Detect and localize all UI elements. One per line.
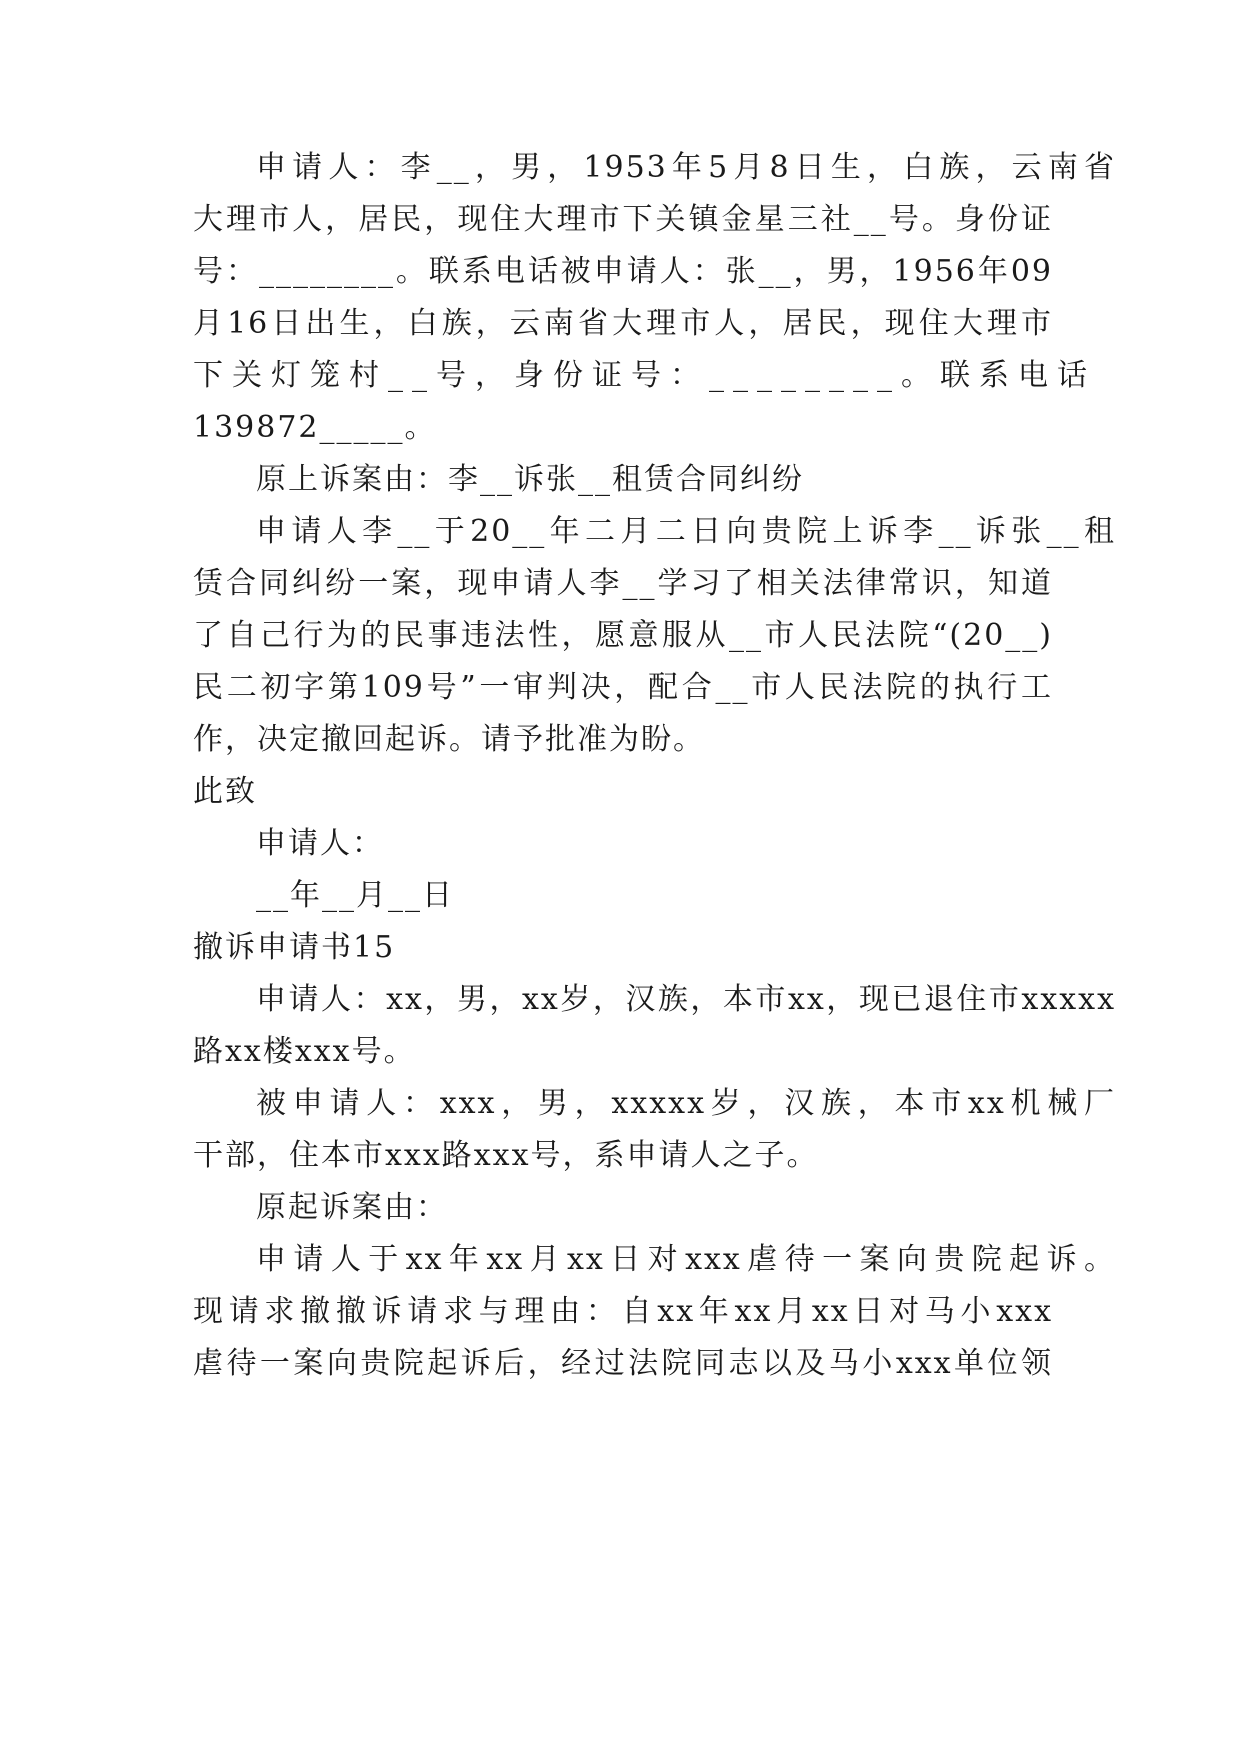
paragraph-line: 申请人李__于20__年二月二日向贵院上诉李__诉张__租: [256, 514, 1116, 549]
paragraph-line: 申请人于xx年xx月xx日对xxx虐待一案向贵院起诉。: [256, 1242, 1116, 1277]
paragraph-line: 下关灯笼村__号，身份证号：________。联系电话: [193, 358, 1096, 393]
paragraph-line: 现请求撤撤诉请求与理由：自xx年xx月xx日对马小xxx: [193, 1294, 1053, 1329]
section-heading: 撤诉申请书15: [193, 930, 396, 965]
closing-salutation: 此致: [193, 774, 257, 809]
paragraph-line: 原起诉案由：: [256, 1190, 448, 1225]
date-line: __年__月__日: [256, 878, 454, 913]
paragraph-line: 月16日出生，白族，云南省大理市人，居民，现住大理市: [193, 306, 1053, 341]
paragraph-line: 干部，住本市xxx路xxx号，系申请人之子。: [193, 1138, 819, 1173]
paragraph-line: 申请人：xx，男，xx岁，汉族，本市xx，现已退住市xxxxx: [256, 982, 1116, 1017]
signature-label: 申请人：: [256, 826, 384, 861]
paragraph-line: 虐待一案向贵院起诉后，经过法院同志以及马小xxx单位领: [193, 1346, 1053, 1381]
paragraph-line: 139872_____。: [193, 410, 437, 445]
paragraph-line: 原上诉案由：李__诉张__租赁合同纠纷: [256, 462, 804, 497]
paragraph-line: 民二初字第109号”一审判决，配合__市人民法院的执行工: [193, 670, 1053, 705]
paragraph-line: 申请人：李__，男，1953年5月8日生，白族，云南省: [256, 150, 1116, 185]
paragraph-line: 被申请人：xxx，男，xxxxx岁，汉族，本市xx机械厂: [256, 1086, 1116, 1121]
paragraph-line: 赁合同纠纷一案，现申请人李__学习了相关法律常识，知道: [193, 566, 1053, 601]
paragraph-line: 大理市人，居民，现住大理市下关镇金星三社__号。身份证: [193, 202, 1053, 237]
paragraph-line: 路xx楼xxx号。: [193, 1034, 416, 1069]
paragraph-line: 号：________。联系电话被申请人：张__，男，1956年09: [193, 254, 1053, 289]
paragraph-line: 作，决定撤回起诉。请予批准为盼。: [193, 722, 705, 757]
paragraph-line: 了自己行为的民事违法性，愿意服从__市人民法院“(20__): [193, 618, 1053, 653]
